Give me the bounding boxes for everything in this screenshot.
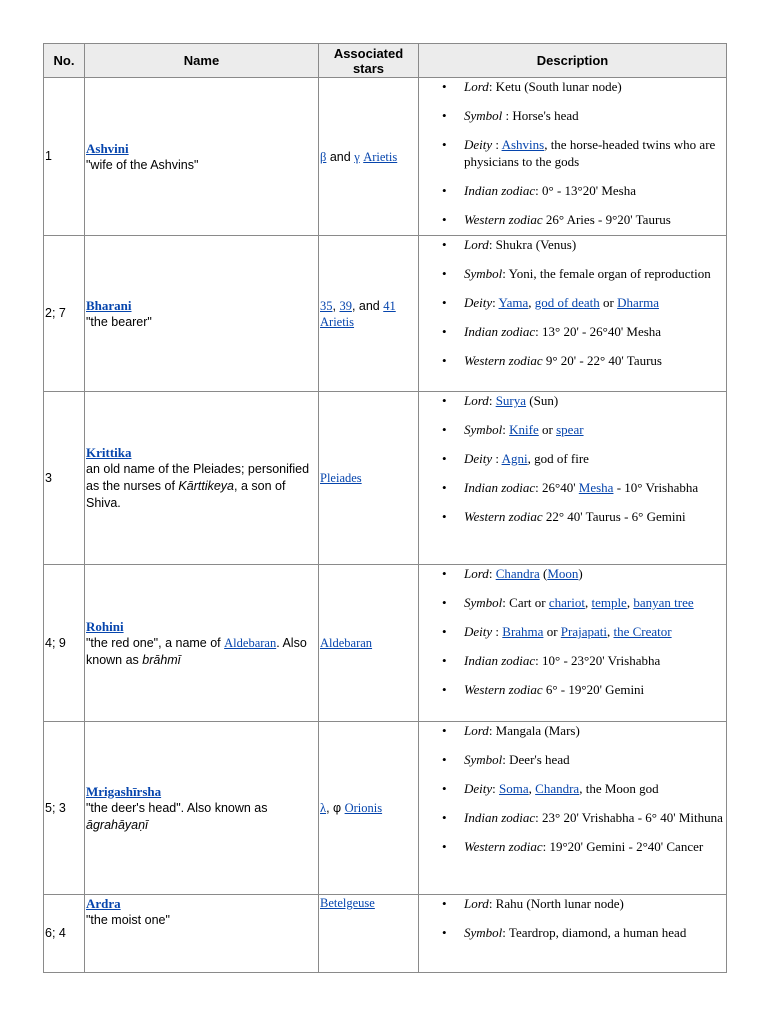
cell-number: 3 — [44, 392, 85, 565]
description-list — [419, 78, 726, 228]
list-item — [464, 78, 726, 95]
cell-associated-stars — [319, 236, 419, 392]
italic-label: Deity — [464, 137, 493, 152]
text: , — [584, 595, 592, 610]
header-row — [44, 44, 727, 78]
list-item — [464, 722, 726, 739]
cell-number: 1 — [44, 78, 85, 236]
link[interactable]: Chandra — [495, 566, 540, 581]
link[interactable]: 35 — [320, 298, 333, 313]
italic-label: Symbol — [464, 266, 503, 281]
italic-label: Deity — [464, 295, 493, 310]
italic-label: Symbol — [464, 752, 503, 767]
list-item — [464, 450, 726, 467]
list-item — [464, 751, 726, 768]
link[interactable]: Orionis — [344, 801, 383, 815]
text: : Horse's head — [502, 108, 579, 123]
link[interactable]: Aldebaran — [224, 635, 277, 650]
link[interactable]: Ashvins — [501, 137, 545, 152]
list-item — [464, 565, 726, 582]
text: 6° - 19°20' Gemini — [542, 682, 645, 697]
table-row — [44, 78, 727, 236]
cell-name — [85, 78, 319, 236]
text: : Teardrop, diamond, a human head — [502, 925, 687, 940]
list-item — [464, 236, 726, 253]
cell-description — [419, 895, 727, 973]
link[interactable]: Arietis — [363, 149, 398, 164]
header-name: Name — [85, 44, 319, 78]
cell-number: 4; 9 — [44, 565, 85, 722]
list-item — [464, 895, 726, 912]
link[interactable]: Pleiades — [320, 471, 362, 485]
italic-label: brāhmī — [142, 652, 181, 667]
text: : Mangala (Mars) — [488, 723, 580, 738]
link[interactable]: Dharma — [617, 295, 659, 310]
italic-label: Western zodiac — [464, 353, 543, 368]
description-list — [419, 392, 726, 525]
list-item — [464, 323, 726, 340]
link[interactable]: banyan tree — [633, 595, 694, 610]
link[interactable]: Mesha — [578, 480, 614, 495]
italic-label: Lord — [464, 723, 489, 738]
text: : 13° 20' - 26°40' Mesha — [535, 324, 662, 339]
text: an old name of the Pleiades; personified as the nurses of — [86, 462, 310, 493]
link[interactable]: Brahma — [502, 624, 544, 639]
italic-label: Western zodiac — [464, 212, 543, 227]
text: , a son of Shiva. — [86, 479, 286, 510]
link[interactable]: Betelgeuse — [320, 896, 375, 910]
list-item — [464, 211, 726, 228]
text: (Sun) — [526, 393, 559, 408]
italic-label: Lord — [464, 393, 489, 408]
text: : — [488, 566, 496, 581]
link[interactable]: Yama — [498, 295, 529, 310]
link[interactable]: Prajapati — [560, 624, 607, 639]
header-no: No. — [44, 44, 85, 78]
link[interactable]: Agni — [501, 451, 528, 466]
cell-name — [85, 236, 319, 392]
text: , — [332, 298, 340, 313]
nakshatra-title-link[interactable]: Rohini — [86, 618, 124, 634]
nakshatra-table — [43, 43, 727, 973]
nakshatra-meaning — [86, 461, 318, 512]
description-list — [419, 236, 726, 369]
list-item — [464, 924, 726, 941]
nakshatra-title-link[interactable]: Mrigashīrsha — [86, 783, 162, 799]
link[interactable]: β — [320, 149, 327, 164]
text: and — [326, 149, 355, 164]
list-item — [464, 107, 726, 124]
table-row — [44, 236, 727, 392]
text: , the horse-headed twins who are physicians to the gods — [464, 137, 716, 169]
cell-name — [85, 722, 319, 895]
link[interactable]: Knife — [509, 422, 539, 437]
text: , the Moon god — [579, 781, 659, 796]
cell-description — [419, 392, 727, 565]
italic-label: Deity — [464, 451, 493, 466]
text: : — [488, 393, 496, 408]
text: or — [538, 422, 557, 437]
text: 9° 20' - 22° 40' Taurus — [542, 353, 662, 368]
text: : 23° 20' Vrishabha - 6° 40' Mithuna — [535, 810, 723, 825]
nakshatra-meaning — [86, 800, 318, 834]
italic-label: Indian zodiac — [464, 324, 536, 339]
list-item — [464, 479, 726, 496]
list-item — [464, 352, 726, 369]
description-list — [419, 895, 726, 941]
cell-number: 5; 3 — [44, 722, 85, 895]
description-list — [419, 565, 726, 698]
nakshatra-title-link[interactable]: Ashvini — [86, 140, 129, 156]
text: , — [626, 595, 634, 610]
italic-label: Symbol — [464, 422, 503, 437]
link[interactable]: 41 Arietis — [320, 298, 396, 329]
italic-label: Western zodiac — [464, 509, 543, 524]
italic-label: Lord — [464, 79, 489, 94]
list-item — [464, 623, 726, 640]
text: : Rahu (North lunar node) — [488, 896, 624, 911]
text: : 10° - 23°20' Vrishabha — [535, 653, 661, 668]
text: : — [492, 295, 499, 310]
italic-label: Indian zodiac — [464, 480, 536, 495]
link[interactable]: γ — [354, 149, 360, 164]
text: : Shukra (Venus) — [488, 237, 577, 252]
link[interactable]: the Creator — [613, 624, 672, 639]
nakshatra-title-link[interactable]: Krittika — [86, 445, 132, 460]
text: , — [528, 781, 536, 796]
cell-description — [419, 236, 727, 392]
italic-label: Lord — [464, 237, 489, 252]
italic-label: Deity — [464, 781, 493, 796]
text: ) — [578, 566, 583, 581]
italic-label: Symbol — [464, 108, 503, 123]
text: : — [502, 422, 510, 437]
nakshatra-meaning — [86, 635, 318, 669]
cell-number: 2; 7 — [44, 236, 85, 392]
list-item — [464, 182, 726, 199]
text: : — [492, 781, 500, 796]
italic-label: Indian zodiac — [464, 653, 536, 668]
text: : Yoni, the female organ of reproduction — [502, 266, 711, 281]
text: , god of fire — [527, 451, 589, 466]
italic-label: Symbol — [464, 925, 503, 940]
header-associated-stars: Associated stars — [319, 44, 419, 78]
cell-name — [85, 392, 319, 565]
list-item — [464, 392, 726, 409]
text: or — [543, 624, 561, 639]
link[interactable]: temple — [591, 595, 627, 610]
cell-number: 6; 4 — [44, 895, 85, 973]
link[interactable]: 39 — [339, 298, 352, 313]
text: : — [492, 451, 502, 466]
text: 26° Aries - 9°20' Taurus — [542, 212, 671, 227]
link[interactable]: Surya — [495, 393, 527, 408]
list-item — [464, 809, 726, 826]
italic-label: Western zodiac — [464, 839, 543, 854]
header-description: Description — [419, 44, 727, 78]
nakshatra-title-link[interactable]: Ardra — [86, 896, 121, 911]
text: , and — [351, 298, 384, 313]
description-list — [419, 722, 726, 855]
italic-label: Western zodiac — [464, 682, 543, 697]
list-item — [464, 294, 726, 311]
list-item — [464, 838, 726, 855]
list-item — [464, 265, 726, 282]
italic-label: Kārttikeya — [178, 479, 235, 493]
link[interactable]: Moon — [547, 566, 579, 581]
text: : Ketu (South lunar node) — [488, 79, 622, 94]
text: : Cart or — [502, 595, 549, 610]
text: , — [607, 624, 614, 639]
list-item — [464, 780, 726, 797]
text: : Deer's head — [502, 752, 570, 767]
cell-name — [85, 895, 319, 973]
cell-associated-stars — [319, 392, 419, 565]
cell-associated-stars — [319, 895, 419, 973]
link[interactable]: spear — [556, 422, 584, 437]
text: or — [599, 295, 618, 310]
text: : 26°40' — [535, 480, 579, 495]
cell-associated-stars — [319, 78, 419, 236]
nakshatra-meaning: "the moist one" — [86, 913, 170, 927]
table-row — [44, 722, 727, 895]
text: : — [492, 624, 503, 639]
italic-label: Lord — [464, 896, 489, 911]
italic-label: Lord — [464, 566, 489, 581]
table-body — [44, 78, 727, 973]
text: , — [528, 295, 535, 310]
nakshatra-title-link[interactable]: Bharani — [86, 297, 132, 313]
italic-label: āgrahāyaṇī — [86, 817, 148, 832]
text: , φ — [326, 801, 345, 815]
italic-label: Symbol — [464, 595, 503, 610]
text: : 0° - 13°20' Mesha — [535, 183, 636, 198]
text: 22° 40' Taurus - 6° Gemini — [542, 509, 686, 524]
cell-associated-stars — [319, 565, 419, 722]
italic-label: Indian zodiac — [464, 183, 536, 198]
text: . Also known as — [86, 635, 307, 667]
list-item — [464, 594, 726, 611]
cell-description — [419, 722, 727, 895]
text: : — [492, 137, 502, 152]
text: ( — [539, 566, 548, 581]
list-item — [464, 681, 726, 698]
table-row — [44, 565, 727, 722]
cell-description — [419, 565, 727, 722]
italic-label: Indian zodiac — [464, 810, 536, 825]
italic-label: Deity — [464, 624, 493, 639]
cell-name — [85, 565, 319, 722]
text: "the deer's head". Also known as — [86, 800, 268, 815]
text: : 19°20' Gemini - 2°40' Cancer — [542, 839, 704, 854]
table-row — [44, 895, 727, 973]
list-item — [464, 136, 726, 170]
link[interactable]: Aldebaran — [320, 636, 373, 650]
list-item — [464, 421, 726, 438]
list-item — [464, 508, 726, 525]
link[interactable]: Soma — [499, 781, 529, 796]
link[interactable]: god of death — [534, 295, 600, 310]
link[interactable]: Chandra — [535, 781, 580, 796]
link[interactable]: λ — [320, 801, 327, 815]
link[interactable]: chariot — [548, 595, 585, 610]
nakshatra-meaning: "wife of the Ashvins" — [86, 157, 199, 172]
table-row — [44, 392, 727, 565]
text: "the red one", a name of — [86, 635, 225, 650]
text: - 10° Vrishabha — [613, 480, 699, 495]
cell-description — [419, 78, 727, 236]
cell-associated-stars — [319, 722, 419, 895]
list-item — [464, 652, 726, 669]
nakshatra-meaning: "the bearer" — [86, 314, 152, 329]
